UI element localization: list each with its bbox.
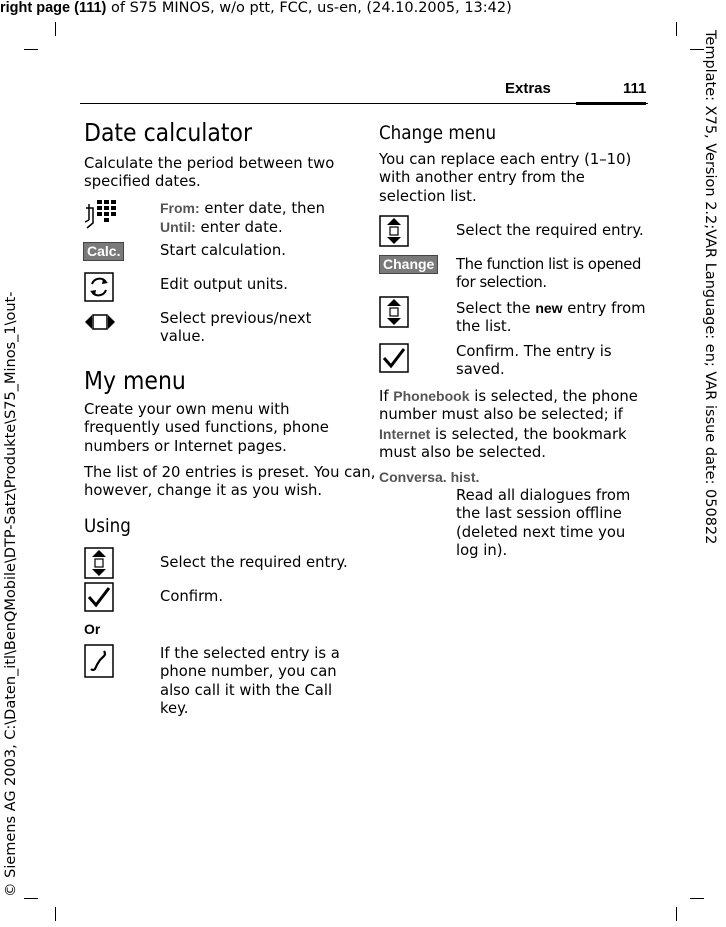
heading-using: Using xyxy=(84,515,131,537)
crop-mark xyxy=(676,907,677,921)
nav-left-right-icon xyxy=(84,310,116,336)
scroll-icon xyxy=(379,296,409,328)
header-page-ref: right page (111) xyxy=(0,0,107,16)
nav-row-text: Edit output units. xyxy=(160,276,288,293)
section-name: Extras xyxy=(505,80,551,97)
confirm-check-icon xyxy=(84,582,114,612)
change-new-entry-text xyxy=(456,299,648,337)
text-segment: is selected, the bookmark must also be selected. xyxy=(379,425,627,461)
calc-softkey: Calc. xyxy=(83,242,124,261)
my-menu-list-info: The list of 20 entries is preset. You can, however, change it as you wish. xyxy=(84,464,376,500)
date-calc-intro: Calculate the period between two specified dates. xyxy=(84,155,335,191)
crop-mark xyxy=(690,898,704,899)
text-segment: entry from the list. xyxy=(456,300,646,336)
print-header xyxy=(0,0,512,16)
heading-change-menu: Change menu xyxy=(379,122,497,144)
change-softkey: Change xyxy=(379,255,438,274)
keypad-icon xyxy=(83,198,117,232)
call-row-text: If the selected entry is a phone number, you can also call it with the Call key. xyxy=(160,645,340,717)
phonebook-internet-note xyxy=(379,387,649,462)
change-menu-intro: You can replace each entry (1–10) with another entry from the selection list. xyxy=(379,151,632,205)
header-rule xyxy=(80,103,648,104)
text-segment: Select the xyxy=(456,300,536,317)
crop-mark xyxy=(24,49,38,50)
copyright-path: © Siemens AG 2003, C:\Daten_itl\BenQMobile\DTP-Satz\Produkte\S75_Minos_1\out- xyxy=(3,291,19,897)
template-info: Template: X75, Version 2.2;VAR Language: en; VAR issue date: 050822 xyxy=(702,30,718,545)
conversation-history-label: Conversa. hist. xyxy=(379,469,480,485)
page-number: 111 xyxy=(623,80,647,97)
keyword-new: new xyxy=(535,300,563,316)
change-confirm-text: Confirm. The entry is saved. xyxy=(456,343,612,379)
heading-my-menu: My menu xyxy=(84,366,186,395)
crop-mark xyxy=(24,898,38,899)
keypad-row-text xyxy=(160,199,340,238)
my-menu-intro: Create your own menu with frequently used functions, phone numbers or Internet pages. xyxy=(84,401,329,455)
calc-row-text: Start calculation. xyxy=(160,242,286,259)
running-head xyxy=(80,76,648,104)
call-key-icon xyxy=(84,644,114,678)
crop-mark xyxy=(55,22,56,36)
keyword-until: Until: xyxy=(160,219,196,236)
crop-mark xyxy=(676,22,677,36)
header-details: of S75 MINOS, w/o ptt, FCC, us-en, (24.10.2005, 13:42) xyxy=(106,0,512,16)
keyword-from: From: xyxy=(160,200,200,216)
scroll-icon xyxy=(379,215,409,247)
change-select-text: Select the required entry. xyxy=(456,222,644,239)
text-segment: is selected, the phone number must also be selected; if xyxy=(379,388,638,424)
text-segment: If xyxy=(379,388,394,405)
keyword-internet: Internet xyxy=(379,425,431,442)
text-segment: enter date, then xyxy=(199,200,325,217)
conversation-history-text: Read all dialogues from the last session offline (deleted next time you log in). xyxy=(456,487,631,559)
heading-date-calculator: Date calculator xyxy=(84,118,253,147)
scroll-icon xyxy=(84,547,114,579)
keyword-phonebook: Phonebook xyxy=(393,388,470,404)
using-select-text: Select the required entry. xyxy=(160,554,348,571)
text-segment: enter date. xyxy=(195,219,283,237)
confirm-check-icon xyxy=(379,343,409,373)
change-softkey-text: The function list is opened for selection. xyxy=(456,256,641,292)
crop-mark xyxy=(55,907,56,921)
or-label: Or xyxy=(84,621,101,637)
using-confirm-text: Confirm. xyxy=(160,588,224,605)
page-number-rule xyxy=(576,102,646,105)
left-right-row-text: Select previous/next value. xyxy=(160,310,312,346)
nav-up-down-icon xyxy=(84,272,114,302)
